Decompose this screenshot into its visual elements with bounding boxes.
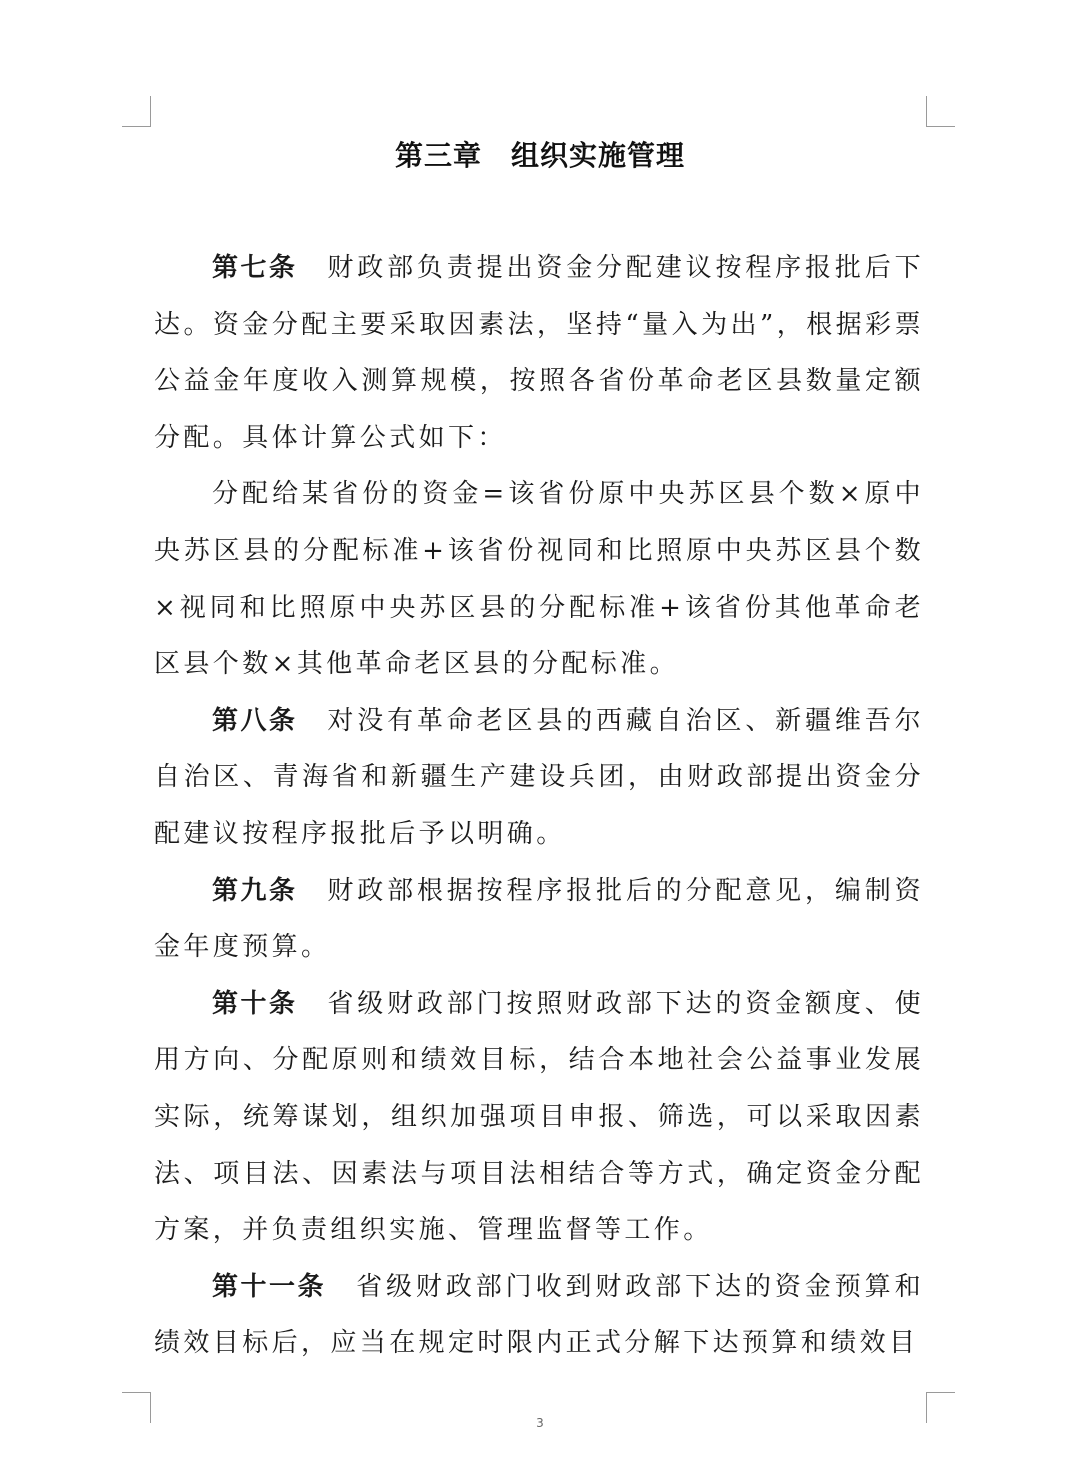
paragraph-text: 财政部根据按程序报批后的分配意见，编制资金年度预算。 [154,875,924,963]
body-text [154,240,924,1372]
article-label: 第七条 [212,253,298,283]
paragraph-text: 分配给某省份的资金=该省份原中央苏区县个数×原中央苏区县的分配标准+该省份视同和比照原中央苏区县个数×视同和比照原中央苏区县的分配标准+该省份其他革命老区县个数×其他革命老区县的分配标准。 [154,479,924,680]
paragraph-article-11 [154,1259,924,1372]
paragraph-article-7 [154,240,924,466]
paragraph-text: 省级财政部门按照财政部下达的资金额度、使用方向、分配原则和绩效目标，结合本地社会公益事业发展实际，统筹谋划，组织加强项目申报、筛选，可以采取因素法、项目法、因素法与项目法相结合等方式，确定资金分配方案，并负责组织实施、管理监督等工作。 [154,988,924,1246]
article-label: 第十一条 [212,1271,327,1302]
paragraph-article-9 [154,863,924,976]
paragraph-formula [154,466,924,692]
chapter-title: 第三章 组织实施管理 [394,139,685,172]
article-label: 第九条 [212,875,298,906]
paragraph-text: 财政部负责提出资金分配建议按程序报批后下达。资金分配主要采取因素法，坚持“量入为出”，根据彩票公益金年度收入测算规模，按照各省份革命老区县数量定额分配。具体计算公式如下： [154,253,924,453]
paragraph-article-10 [154,976,924,1259]
paragraph-text: 省级财政部门收到财政部下达的资金预算和绩效目标后，应当在规定时限内正式分解下达预算和绩效目 [154,1271,924,1359]
paragraph-text: 对没有革命老区县的西藏自治区、新疆维吾尔自治区、青海省和新疆生产建设兵团，由财政部提出资金分配建议按程序报批后予以明确。 [154,705,924,849]
paragraph-article-8 [154,693,924,863]
article-label: 第十条 [212,988,298,1019]
page-number: 3 [536,1416,544,1430]
article-label: 第八条 [212,705,298,736]
crop-mark-top-left [122,96,151,127]
crop-mark-top-right [926,96,955,127]
